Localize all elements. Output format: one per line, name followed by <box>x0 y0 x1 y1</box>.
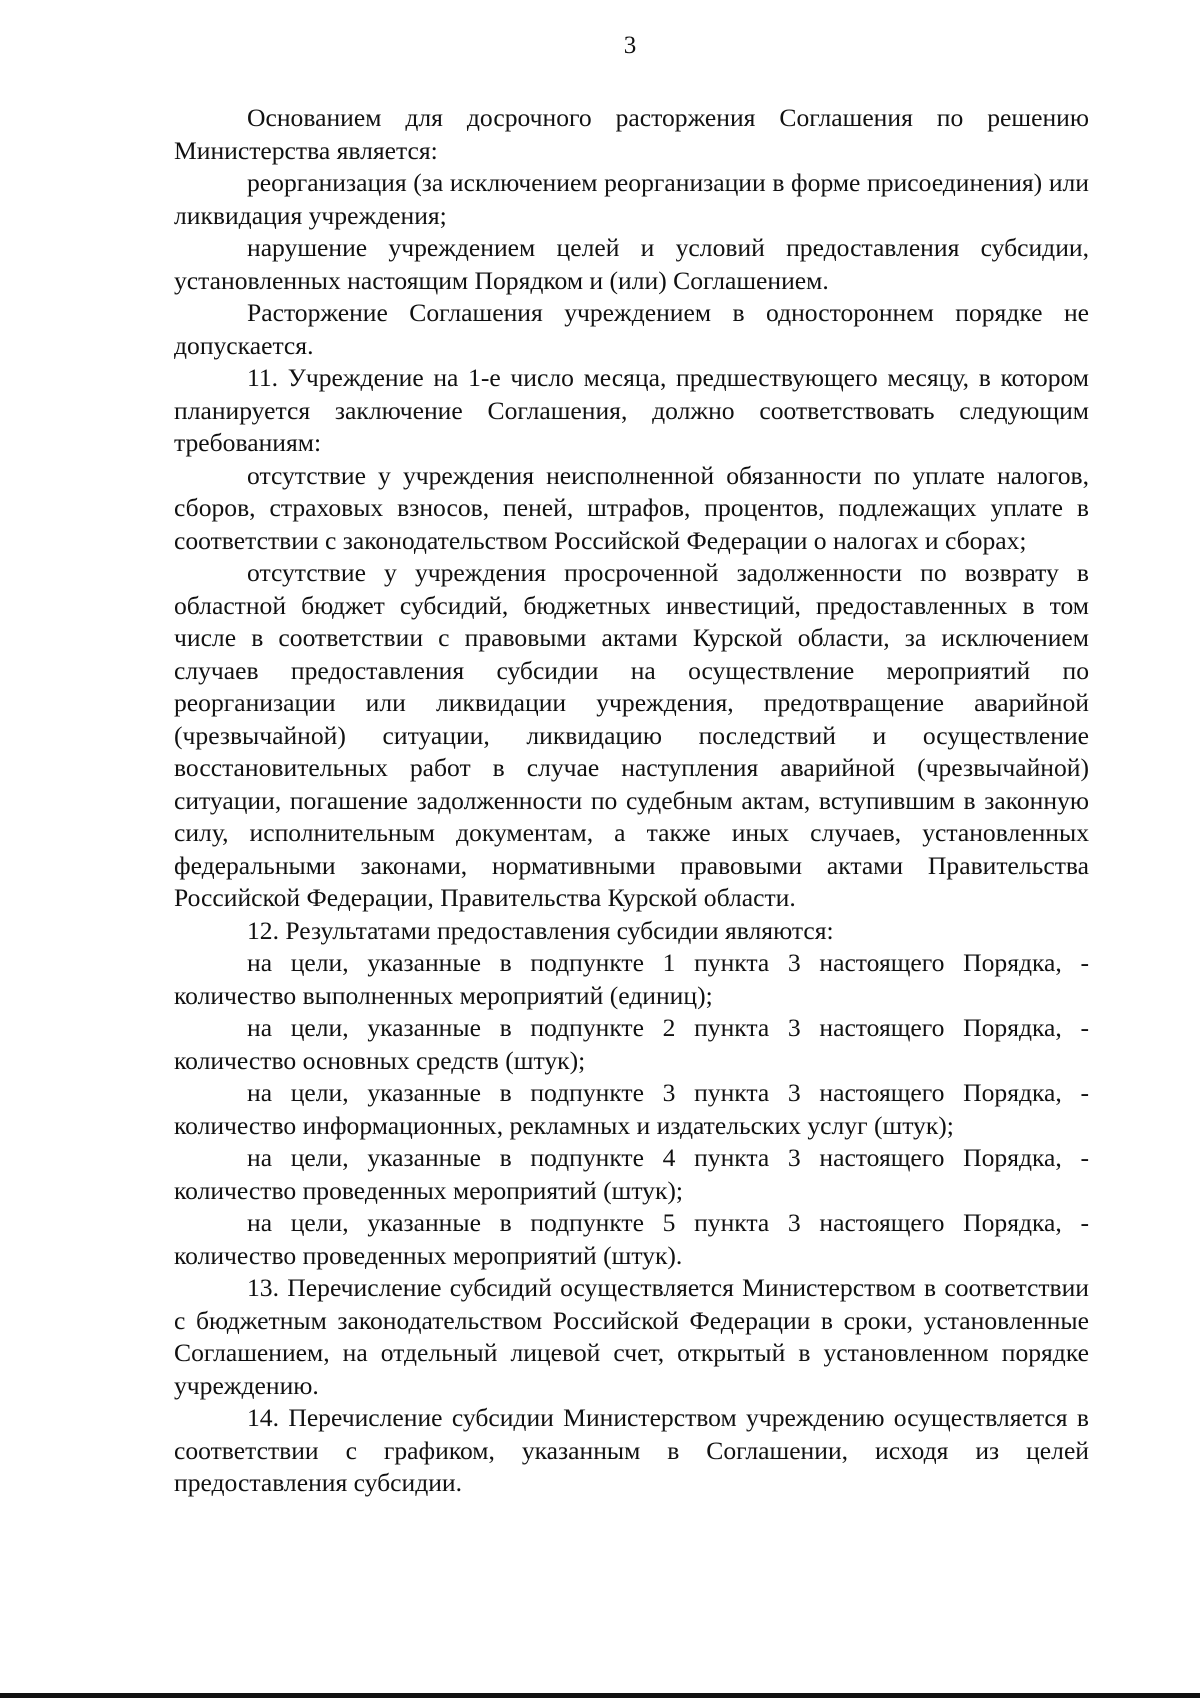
paragraph-result-1: на цели, указанные в подпункте 1 пункта 3 настоящего Порядка, - количество выполненных мероприятий (единиц); <box>174 948 1089 1010</box>
paragraph-no-overdue-debt: отсутствие у учреждения просроченной задолженности по возврату в областной бюджет субсидий, бюджетных инвестиций, предоставленных в том числе в соответствии с правовыми актами Курской области, за исключением случаев предоставления субсидии на осуществление мероприятий по реорганизации или ликвидации учреждения, предотвращение аварийной (чрезвычайной) ситуации, ликвидацию последствий и осуществление восстановительных работ в случае наступления аварийной (чрезвычайной) ситуации, погашение задолженности по судебным актам, вступившим в законную силу, исполнительным документам, а также иных случаев, установленных федеральными законами, нормативными правовыми актами Правительства Российской Федерации, Правительства Курской области. <box>174 558 1089 912</box>
scan-bottom-edge <box>0 1693 1200 1698</box>
paragraph-item-14: 14. Перечисление субсидии Министерством учреждению осуществляется в соответствии с графиком, указанным в Соглашении, исходя из целей предоставления субсидии. <box>174 1403 1089 1497</box>
paragraph-unilateral-termination: Расторжение Соглашения учреждением в одностороннем порядке не допускается. <box>174 298 1089 360</box>
paragraph-item-13: 13. Перечисление субсидий осуществляется Министерством в соответствии с бюджетным законодательством Российской Федерации в сроки, установленные Соглашением, на отдельный лицевой счет, открытый в установленном порядке учреждению. <box>174 1273 1089 1400</box>
paragraph-item-12: 12. Результатами предоставления субсидии являются: <box>247 915 834 945</box>
paragraph-result-2: на цели, указанные в подпункте 2 пункта 3 настоящего Порядка, - количество основных средств (штук); <box>174 1013 1089 1075</box>
paragraph-result-3: на цели, указанные в подпункте 3 пункта 3 настоящего Порядка, - количество информационных, рекламных и издательских услуг (штук); <box>174 1078 1089 1140</box>
paragraph-violation: нарушение учреждением целей и условий предоставления субсидии, установленных настоящим Порядком и (или) Соглашением. <box>174 233 1089 295</box>
paragraph-result-5: на цели, указанные в подпункте 5 пункта 3 настоящего Порядка, - количество проведенных мероприятий (штук). <box>174 1208 1089 1270</box>
paragraph-result-4: на цели, указанные в подпункте 4 пункта 3 настоящего Порядка, - количество проведенных мероприятий (штук); <box>174 1143 1089 1205</box>
paragraph-termination-grounds: Основанием для досрочного расторжения Соглашения по решению Министерства является: <box>174 103 1089 165</box>
paragraph-no-tax-debt: отсутствие у учреждения неисполненной обязанности по уплате налогов, сборов, страховых взносов, пеней, штрафов, процентов, подлежащих уплате в соответствии с законодательством Российской Федерации о налогах и сборах; <box>174 460 1089 555</box>
paragraph-item-11: 11. Учреждение на 1-е число месяца, предшествующего месяцу, в котором планируется заключение Соглашения, должно соответствовать следующим требованиям: <box>174 363 1089 457</box>
page-number: 3 <box>623 32 637 59</box>
document-body <box>174 102 1089 1500</box>
paragraph-reorganization: реорганизация (за исключением реорганизации в форме присоединения) или ликвидация учреждения; <box>174 168 1089 230</box>
